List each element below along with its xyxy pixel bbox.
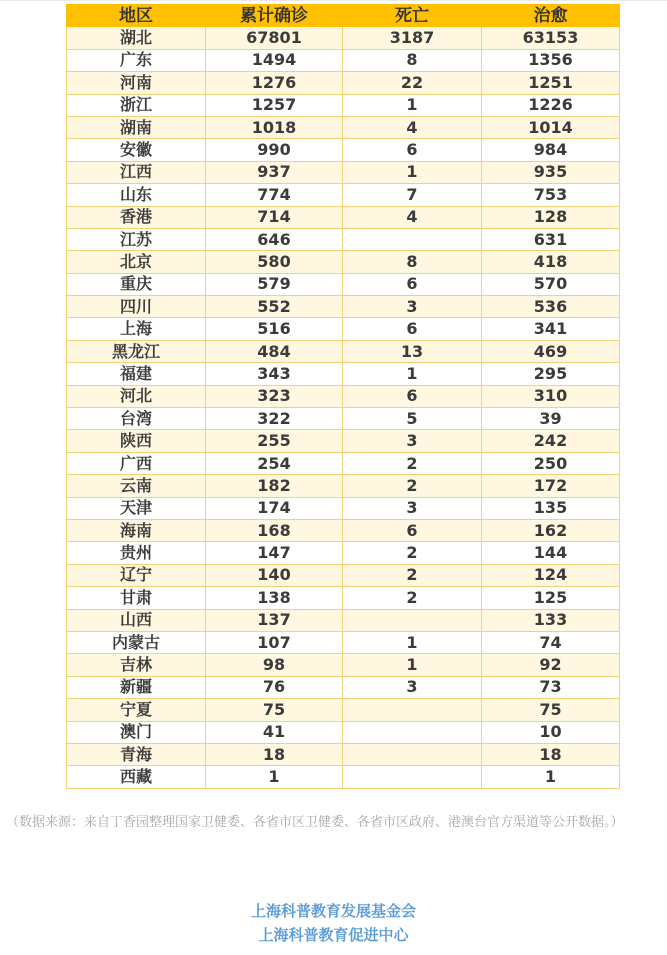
cell-recovered: 536 (482, 296, 620, 318)
cell-region: 香港 (67, 206, 206, 228)
cell-deaths: 3 (343, 430, 482, 452)
table-row (67, 49, 620, 71)
cell-deaths: 2 (343, 452, 482, 474)
table-row (67, 430, 620, 452)
cell-region: 吉林 (67, 654, 206, 676)
cell-recovered: 74 (482, 631, 620, 653)
table-row (67, 363, 620, 385)
cell-confirmed: 1257 (206, 94, 343, 116)
cell-recovered: 128 (482, 206, 620, 228)
cell-deaths: 2 (343, 475, 482, 497)
cell-deaths: 3 (343, 497, 482, 519)
table-row (67, 766, 620, 788)
cell-confirmed: 580 (206, 251, 343, 273)
cell-deaths: 5 (343, 408, 482, 430)
cell-deaths: 8 (343, 251, 482, 273)
cell-region: 山东 (67, 184, 206, 206)
header-recovered: 治愈 (482, 5, 620, 27)
footer-org-center: 上海科普教育促进中心 (258, 926, 409, 944)
top-divider (0, 0, 667, 1)
table-row (67, 452, 620, 474)
cell-recovered: 570 (482, 273, 620, 295)
cell-region: 湖南 (67, 116, 206, 138)
cell-region: 云南 (67, 475, 206, 497)
cell-recovered: 75 (482, 699, 620, 721)
table-row (67, 385, 620, 407)
table-row (67, 743, 620, 765)
cell-deaths: 1 (343, 161, 482, 183)
cell-deaths: 2 (343, 542, 482, 564)
cell-region: 四川 (67, 296, 206, 318)
cell-deaths: 4 (343, 206, 482, 228)
cell-confirmed: 67801 (206, 27, 343, 49)
cell-region: 内蒙古 (67, 631, 206, 653)
cell-recovered: 418 (482, 251, 620, 273)
cell-confirmed: 174 (206, 497, 343, 519)
cell-confirmed: 579 (206, 273, 343, 295)
cell-deaths: 7 (343, 184, 482, 206)
cell-recovered: 125 (482, 587, 620, 609)
cell-region: 北京 (67, 251, 206, 273)
cell-confirmed: 1 (206, 766, 343, 788)
cell-confirmed: 140 (206, 564, 343, 586)
cell-region: 江苏 (67, 228, 206, 250)
cell-deaths (343, 766, 482, 788)
cell-deaths: 6 (343, 318, 482, 340)
table-row (67, 564, 620, 586)
cell-region: 江西 (67, 161, 206, 183)
cell-recovered: 1251 (482, 72, 620, 94)
table-body (67, 27, 620, 788)
cell-recovered: 935 (482, 161, 620, 183)
cell-region: 广东 (67, 49, 206, 71)
cell-deaths (343, 699, 482, 721)
cell-confirmed: 323 (206, 385, 343, 407)
cell-recovered: 1014 (482, 116, 620, 138)
cell-deaths: 6 (343, 139, 482, 161)
cell-deaths: 1 (343, 631, 482, 653)
cell-confirmed: 98 (206, 654, 343, 676)
cell-deaths: 3 (343, 676, 482, 698)
cell-confirmed: 41 (206, 721, 343, 743)
cell-recovered: 39 (482, 408, 620, 430)
cell-confirmed: 147 (206, 542, 343, 564)
table-row (67, 609, 620, 631)
cell-deaths: 22 (343, 72, 482, 94)
cell-deaths (343, 743, 482, 765)
cell-confirmed: 182 (206, 475, 343, 497)
cell-confirmed: 516 (206, 318, 343, 340)
table-row (67, 273, 620, 295)
cell-deaths: 2 (343, 587, 482, 609)
cell-deaths: 2 (343, 564, 482, 586)
cell-region: 河北 (67, 385, 206, 407)
cell-confirmed: 75 (206, 699, 343, 721)
cell-recovered: 469 (482, 340, 620, 362)
cell-deaths: 6 (343, 519, 482, 541)
cell-confirmed: 138 (206, 587, 343, 609)
cell-recovered: 1226 (482, 94, 620, 116)
cell-recovered: 73 (482, 676, 620, 698)
cell-confirmed: 322 (206, 408, 343, 430)
cell-recovered: 18 (482, 743, 620, 765)
cell-recovered: 242 (482, 430, 620, 452)
cell-confirmed: 255 (206, 430, 343, 452)
cell-region: 台湾 (67, 408, 206, 430)
cell-region: 福建 (67, 363, 206, 385)
cell-recovered: 172 (482, 475, 620, 497)
epidemic-data-table (66, 4, 620, 789)
cell-confirmed: 137 (206, 609, 343, 631)
cell-deaths: 4 (343, 116, 482, 138)
cell-region: 辽宁 (67, 564, 206, 586)
cell-recovered: 1356 (482, 49, 620, 71)
cell-confirmed: 254 (206, 452, 343, 474)
cell-confirmed: 1276 (206, 72, 343, 94)
cell-recovered: 144 (482, 542, 620, 564)
cell-region: 贵州 (67, 542, 206, 564)
cell-region: 西藏 (67, 766, 206, 788)
table-row (67, 340, 620, 362)
cell-region: 黑龙江 (67, 340, 206, 362)
cell-confirmed: 107 (206, 631, 343, 653)
cell-deaths: 3187 (343, 27, 482, 49)
cell-deaths: 13 (343, 340, 482, 362)
cell-confirmed: 646 (206, 228, 343, 250)
cell-recovered: 984 (482, 139, 620, 161)
cell-deaths: 6 (343, 273, 482, 295)
table-row (67, 497, 620, 519)
cell-recovered: 124 (482, 564, 620, 586)
table-row (67, 116, 620, 138)
cell-confirmed: 937 (206, 161, 343, 183)
cell-region: 青海 (67, 743, 206, 765)
table-row (67, 654, 620, 676)
table-row (67, 296, 620, 318)
cell-recovered: 295 (482, 363, 620, 385)
cell-confirmed: 168 (206, 519, 343, 541)
table-row (67, 228, 620, 250)
cell-region: 山西 (67, 609, 206, 631)
cell-recovered: 135 (482, 497, 620, 519)
table-row (67, 139, 620, 161)
cell-recovered: 250 (482, 452, 620, 474)
table-row (67, 72, 620, 94)
cell-deaths: 1 (343, 363, 482, 385)
cell-deaths: 3 (343, 296, 482, 318)
cell-confirmed: 484 (206, 340, 343, 362)
cell-region: 澳门 (67, 721, 206, 743)
cell-deaths (343, 721, 482, 743)
table-header-row (67, 5, 620, 27)
cell-region: 浙江 (67, 94, 206, 116)
data-source-note: （数据来源：来自丁香园整理国家卫健委、各省市区卫健委、各省市区政府、港澳台官方渠道等公开数据。） (6, 815, 624, 830)
cell-region: 重庆 (67, 273, 206, 295)
cell-confirmed: 1494 (206, 49, 343, 71)
cell-region: 湖北 (67, 27, 206, 49)
table-row (67, 27, 620, 49)
cell-deaths: 8 (343, 49, 482, 71)
cell-recovered: 10 (482, 721, 620, 743)
header-region: 地区 (67, 5, 206, 27)
cell-recovered: 92 (482, 654, 620, 676)
cell-confirmed: 76 (206, 676, 343, 698)
table-row (67, 206, 620, 228)
cell-confirmed: 343 (206, 363, 343, 385)
header-deaths: 死亡 (343, 5, 482, 27)
cell-region: 宁夏 (67, 699, 206, 721)
cell-deaths (343, 228, 482, 250)
table-row (67, 721, 620, 743)
cell-recovered: 162 (482, 519, 620, 541)
table-row (67, 542, 620, 564)
cell-region: 甘肃 (67, 587, 206, 609)
table-row (67, 251, 620, 273)
cell-region: 陕西 (67, 430, 206, 452)
table-row (67, 318, 620, 340)
cell-confirmed: 18 (206, 743, 343, 765)
cell-recovered: 133 (482, 609, 620, 631)
cell-confirmed: 714 (206, 206, 343, 228)
cell-confirmed: 774 (206, 184, 343, 206)
table-row (67, 699, 620, 721)
table-row (67, 408, 620, 430)
table-row (67, 94, 620, 116)
table-row (67, 587, 620, 609)
table-row (67, 184, 620, 206)
cell-region: 广西 (67, 452, 206, 474)
cell-region: 安徽 (67, 139, 206, 161)
cell-confirmed: 990 (206, 139, 343, 161)
table-row (67, 161, 620, 183)
cell-recovered: 753 (482, 184, 620, 206)
cell-deaths: 6 (343, 385, 482, 407)
header-confirmed: 累计确诊 (206, 5, 343, 27)
cell-region: 天津 (67, 497, 206, 519)
table-row (67, 676, 620, 698)
cell-region: 河南 (67, 72, 206, 94)
table-row (67, 631, 620, 653)
table-row (67, 519, 620, 541)
cell-confirmed: 552 (206, 296, 343, 318)
cell-recovered: 1 (482, 766, 620, 788)
table-row (67, 475, 620, 497)
cell-recovered: 631 (482, 228, 620, 250)
cell-deaths (343, 609, 482, 631)
cell-recovered: 310 (482, 385, 620, 407)
cell-deaths: 1 (343, 94, 482, 116)
cell-recovered: 63153 (482, 27, 620, 49)
cell-recovered: 341 (482, 318, 620, 340)
cell-deaths: 1 (343, 654, 482, 676)
footer-org-foundation: 上海科普教育发展基金会 (250, 902, 416, 920)
cell-region: 海南 (67, 519, 206, 541)
cell-region: 新疆 (67, 676, 206, 698)
cell-confirmed: 1018 (206, 116, 343, 138)
cell-region: 上海 (67, 318, 206, 340)
